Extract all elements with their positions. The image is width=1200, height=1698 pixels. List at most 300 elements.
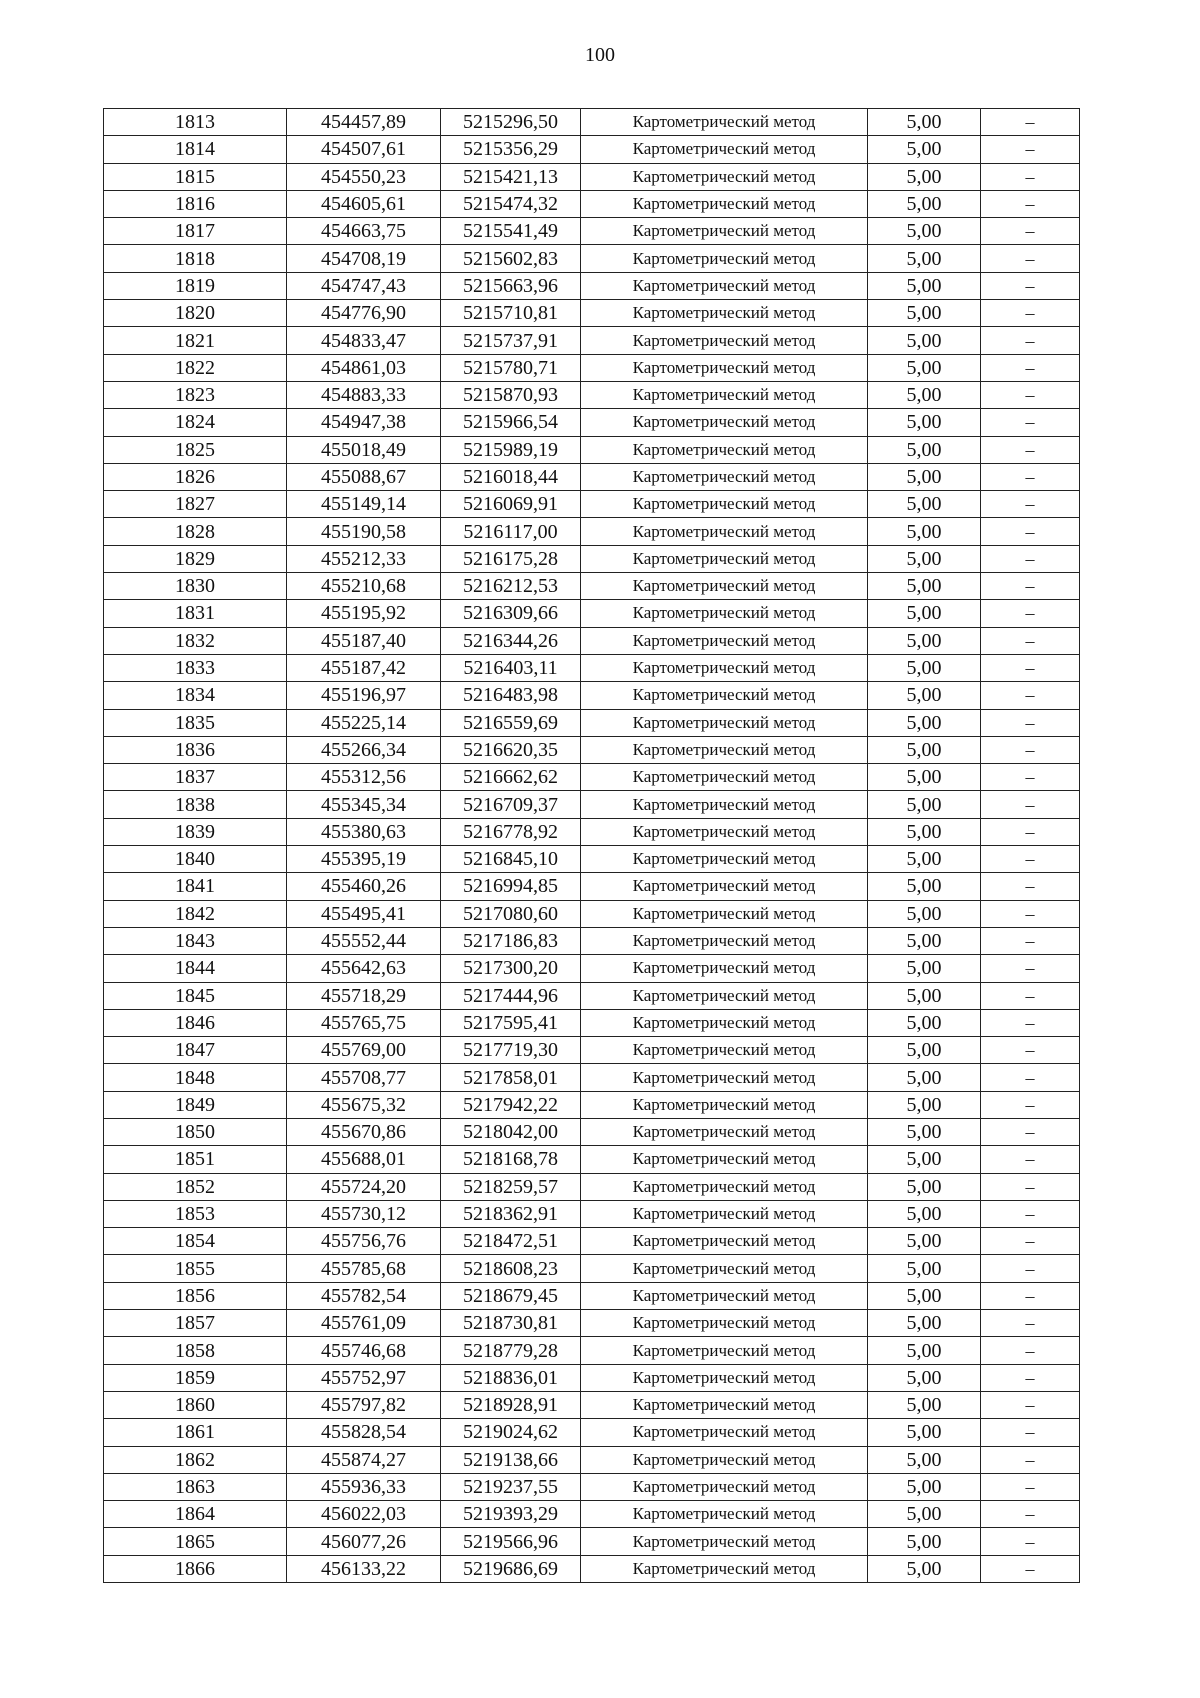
- x-coordinate-cell: 455769,00: [287, 1037, 441, 1064]
- y-coordinate-cell: 5218168,78: [441, 1146, 581, 1173]
- point-number-cell: 1813: [104, 109, 287, 136]
- method-cell: Картометрический метод: [581, 573, 868, 600]
- y-coordinate-cell: 5216483,98: [441, 682, 581, 709]
- accuracy-cell: 5,00: [868, 136, 981, 163]
- method-cell: Картометрический метод: [581, 900, 868, 927]
- point-number-cell: 1817: [104, 218, 287, 245]
- point-number-cell: 1824: [104, 409, 287, 436]
- y-coordinate-cell: 5216069,91: [441, 491, 581, 518]
- table-row: [104, 900, 1080, 927]
- y-coordinate-cell: 5216845,10: [441, 846, 581, 873]
- y-coordinate-cell: 5215421,13: [441, 163, 581, 190]
- table-row: [104, 463, 1080, 490]
- point-number-cell: 1842: [104, 900, 287, 927]
- table-row: [104, 709, 1080, 736]
- y-coordinate-cell: 5215356,29: [441, 136, 581, 163]
- description-cell: –: [981, 1037, 1080, 1064]
- table-row: [104, 573, 1080, 600]
- accuracy-cell: 5,00: [868, 955, 981, 982]
- accuracy-cell: 5,00: [868, 1255, 981, 1282]
- y-coordinate-cell: 5219237,55: [441, 1473, 581, 1500]
- table-row: [104, 1555, 1080, 1582]
- method-cell: Картометрический метод: [581, 545, 868, 572]
- method-cell: Картометрический метод: [581, 709, 868, 736]
- point-number-cell: 1832: [104, 627, 287, 654]
- accuracy-cell: 5,00: [868, 818, 981, 845]
- accuracy-cell: 5,00: [868, 436, 981, 463]
- y-coordinate-cell: 5215296,50: [441, 109, 581, 136]
- x-coordinate-cell: 454507,61: [287, 136, 441, 163]
- accuracy-cell: 5,00: [868, 627, 981, 654]
- point-number-cell: 1829: [104, 545, 287, 572]
- point-number-cell: 1818: [104, 245, 287, 272]
- point-number-cell: 1848: [104, 1064, 287, 1091]
- x-coordinate-cell: 455670,86: [287, 1118, 441, 1145]
- x-coordinate-cell: 455460,26: [287, 873, 441, 900]
- accuracy-cell: 5,00: [868, 245, 981, 272]
- method-cell: Картометрический метод: [581, 927, 868, 954]
- description-cell: –: [981, 327, 1080, 354]
- point-number-cell: 1860: [104, 1391, 287, 1418]
- point-number-cell: 1816: [104, 190, 287, 217]
- x-coordinate-cell: 456022,03: [287, 1501, 441, 1528]
- table-row: [104, 1419, 1080, 1446]
- method-cell: Картометрический метод: [581, 272, 868, 299]
- method-cell: Картометрический метод: [581, 1391, 868, 1418]
- y-coordinate-cell: 5215780,71: [441, 354, 581, 381]
- point-number-cell: 1825: [104, 436, 287, 463]
- method-cell: Картометрический метод: [581, 1009, 868, 1036]
- description-cell: –: [981, 900, 1080, 927]
- table-row: [104, 764, 1080, 791]
- method-cell: Картометрический метод: [581, 1282, 868, 1309]
- x-coordinate-cell: 455936,33: [287, 1473, 441, 1500]
- x-coordinate-cell: 455675,32: [287, 1091, 441, 1118]
- table-row: [104, 136, 1080, 163]
- table-row: [104, 381, 1080, 408]
- x-coordinate-cell: 455196,97: [287, 682, 441, 709]
- description-cell: –: [981, 1173, 1080, 1200]
- description-cell: –: [981, 1501, 1080, 1528]
- method-cell: Картометрический метод: [581, 109, 868, 136]
- description-cell: –: [981, 190, 1080, 217]
- point-number-cell: 1851: [104, 1146, 287, 1173]
- table-row: [104, 1228, 1080, 1255]
- x-coordinate-cell: 455718,29: [287, 982, 441, 1009]
- method-cell: Картометрический метод: [581, 354, 868, 381]
- accuracy-cell: 5,00: [868, 190, 981, 217]
- y-coordinate-cell: 5219566,96: [441, 1528, 581, 1555]
- x-coordinate-cell: 455088,67: [287, 463, 441, 490]
- y-coordinate-cell: 5215663,96: [441, 272, 581, 299]
- table-row: [104, 1118, 1080, 1145]
- y-coordinate-cell: 5219393,29: [441, 1501, 581, 1528]
- x-coordinate-cell: 455828,54: [287, 1419, 441, 1446]
- accuracy-cell: 5,00: [868, 409, 981, 436]
- description-cell: –: [981, 1391, 1080, 1418]
- point-number-cell: 1856: [104, 1282, 287, 1309]
- method-cell: Картометрический метод: [581, 491, 868, 518]
- point-number-cell: 1845: [104, 982, 287, 1009]
- y-coordinate-cell: 5219024,62: [441, 1419, 581, 1446]
- table-row: [104, 927, 1080, 954]
- x-coordinate-cell: 456133,22: [287, 1555, 441, 1582]
- description-cell: –: [981, 272, 1080, 299]
- accuracy-cell: 5,00: [868, 1200, 981, 1227]
- accuracy-cell: 5,00: [868, 900, 981, 927]
- y-coordinate-cell: 5217080,60: [441, 900, 581, 927]
- table-row: [104, 600, 1080, 627]
- accuracy-cell: 5,00: [868, 709, 981, 736]
- table-row: [104, 736, 1080, 763]
- accuracy-cell: 5,00: [868, 218, 981, 245]
- x-coordinate-cell: 455266,34: [287, 736, 441, 763]
- x-coordinate-cell: 455552,44: [287, 927, 441, 954]
- x-coordinate-cell: 455345,34: [287, 791, 441, 818]
- point-number-cell: 1823: [104, 381, 287, 408]
- method-cell: Картометрический метод: [581, 600, 868, 627]
- accuracy-cell: 5,00: [868, 1501, 981, 1528]
- description-cell: –: [981, 627, 1080, 654]
- table-row: [104, 1528, 1080, 1555]
- accuracy-cell: 5,00: [868, 1064, 981, 1091]
- method-cell: Картометрический метод: [581, 436, 868, 463]
- point-number-cell: 1849: [104, 1091, 287, 1118]
- description-cell: –: [981, 1146, 1080, 1173]
- table-row: [104, 982, 1080, 1009]
- x-coordinate-cell: 455187,40: [287, 627, 441, 654]
- table-row: [104, 1337, 1080, 1364]
- description-cell: –: [981, 982, 1080, 1009]
- point-number-cell: 1865: [104, 1528, 287, 1555]
- y-coordinate-cell: 5216344,26: [441, 627, 581, 654]
- description-cell: –: [981, 1419, 1080, 1446]
- coordinates-table: [103, 108, 1080, 1583]
- point-number-cell: 1850: [104, 1118, 287, 1145]
- point-number-cell: 1861: [104, 1419, 287, 1446]
- description-cell: –: [981, 1337, 1080, 1364]
- x-coordinate-cell: 454708,19: [287, 245, 441, 272]
- description-cell: –: [981, 1228, 1080, 1255]
- method-cell: Картометрический метод: [581, 381, 868, 408]
- description-cell: –: [981, 955, 1080, 982]
- table-row: [104, 409, 1080, 436]
- y-coordinate-cell: 5218042,00: [441, 1118, 581, 1145]
- x-coordinate-cell: 455761,09: [287, 1310, 441, 1337]
- description-cell: –: [981, 409, 1080, 436]
- description-cell: –: [981, 873, 1080, 900]
- x-coordinate-cell: 455380,63: [287, 818, 441, 845]
- method-cell: Картометрический метод: [581, 764, 868, 791]
- point-number-cell: 1835: [104, 709, 287, 736]
- table-row: [104, 654, 1080, 681]
- x-coordinate-cell: 455797,82: [287, 1391, 441, 1418]
- method-cell: Картометрический метод: [581, 1064, 868, 1091]
- point-number-cell: 1826: [104, 463, 287, 490]
- description-cell: –: [981, 846, 1080, 873]
- y-coordinate-cell: 5216620,35: [441, 736, 581, 763]
- x-coordinate-cell: 455225,14: [287, 709, 441, 736]
- accuracy-cell: 5,00: [868, 109, 981, 136]
- x-coordinate-cell: 455724,20: [287, 1173, 441, 1200]
- point-number-cell: 1827: [104, 491, 287, 518]
- y-coordinate-cell: 5218608,23: [441, 1255, 581, 1282]
- x-coordinate-cell: 455746,68: [287, 1337, 441, 1364]
- description-cell: –: [981, 545, 1080, 572]
- point-number-cell: 1828: [104, 518, 287, 545]
- accuracy-cell: 5,00: [868, 600, 981, 627]
- point-number-cell: 1820: [104, 300, 287, 327]
- x-coordinate-cell: 454550,23: [287, 163, 441, 190]
- y-coordinate-cell: 5218836,01: [441, 1364, 581, 1391]
- description-cell: –: [981, 381, 1080, 408]
- y-coordinate-cell: 5218928,91: [441, 1391, 581, 1418]
- table-row: [104, 791, 1080, 818]
- accuracy-cell: 5,00: [868, 381, 981, 408]
- x-coordinate-cell: 455195,92: [287, 600, 441, 627]
- method-cell: Картометрический метод: [581, 1146, 868, 1173]
- method-cell: Картометрический метод: [581, 627, 868, 654]
- y-coordinate-cell: 5217444,96: [441, 982, 581, 1009]
- table-row: [104, 1255, 1080, 1282]
- y-coordinate-cell: 5215737,91: [441, 327, 581, 354]
- description-cell: –: [981, 927, 1080, 954]
- table-row: [104, 163, 1080, 190]
- point-number-cell: 1836: [104, 736, 287, 763]
- description-cell: –: [981, 1118, 1080, 1145]
- x-coordinate-cell: 454833,47: [287, 327, 441, 354]
- method-cell: Картометрический метод: [581, 1364, 868, 1391]
- x-coordinate-cell: 455708,77: [287, 1064, 441, 1091]
- y-coordinate-cell: 5217942,22: [441, 1091, 581, 1118]
- table-row: [104, 190, 1080, 217]
- description-cell: –: [981, 791, 1080, 818]
- x-coordinate-cell: 455212,33: [287, 545, 441, 572]
- method-cell: Картометрический метод: [581, 1501, 868, 1528]
- method-cell: Картометрический метод: [581, 218, 868, 245]
- table-row: [104, 627, 1080, 654]
- y-coordinate-cell: 5215966,54: [441, 409, 581, 436]
- x-coordinate-cell: 455149,14: [287, 491, 441, 518]
- point-number-cell: 1857: [104, 1310, 287, 1337]
- y-coordinate-cell: 5219138,66: [441, 1446, 581, 1473]
- accuracy-cell: 5,00: [868, 327, 981, 354]
- description-cell: –: [981, 136, 1080, 163]
- x-coordinate-cell: 454776,90: [287, 300, 441, 327]
- table-row: [104, 218, 1080, 245]
- description-cell: –: [981, 1064, 1080, 1091]
- point-number-cell: 1862: [104, 1446, 287, 1473]
- method-cell: Картометрический метод: [581, 873, 868, 900]
- y-coordinate-cell: 5218362,91: [441, 1200, 581, 1227]
- method-cell: Картометрический метод: [581, 327, 868, 354]
- point-number-cell: 1859: [104, 1364, 287, 1391]
- accuracy-cell: 5,00: [868, 1282, 981, 1309]
- y-coordinate-cell: 5216212,53: [441, 573, 581, 600]
- point-number-cell: 1840: [104, 846, 287, 873]
- accuracy-cell: 5,00: [868, 1310, 981, 1337]
- accuracy-cell: 5,00: [868, 1337, 981, 1364]
- x-coordinate-cell: 455765,75: [287, 1009, 441, 1036]
- accuracy-cell: 5,00: [868, 654, 981, 681]
- point-number-cell: 1847: [104, 1037, 287, 1064]
- point-number-cell: 1833: [104, 654, 287, 681]
- table-row: [104, 1282, 1080, 1309]
- table-row: [104, 955, 1080, 982]
- table-row: [104, 109, 1080, 136]
- x-coordinate-cell: 455642,63: [287, 955, 441, 982]
- method-cell: Картометрический метод: [581, 682, 868, 709]
- y-coordinate-cell: 5219686,69: [441, 1555, 581, 1582]
- x-coordinate-cell: 455874,27: [287, 1446, 441, 1473]
- y-coordinate-cell: 5215870,93: [441, 381, 581, 408]
- y-coordinate-cell: 5216778,92: [441, 818, 581, 845]
- y-coordinate-cell: 5217186,83: [441, 927, 581, 954]
- point-number-cell: 1844: [104, 955, 287, 982]
- y-coordinate-cell: 5215602,83: [441, 245, 581, 272]
- x-coordinate-cell: 455395,19: [287, 846, 441, 873]
- description-cell: –: [981, 709, 1080, 736]
- table-row: [104, 354, 1080, 381]
- method-cell: Картометрический метод: [581, 245, 868, 272]
- method-cell: Картометрический метод: [581, 955, 868, 982]
- description-cell: –: [981, 1091, 1080, 1118]
- table-row: [104, 1310, 1080, 1337]
- accuracy-cell: 5,00: [868, 354, 981, 381]
- x-coordinate-cell: 455730,12: [287, 1200, 441, 1227]
- description-cell: –: [981, 1473, 1080, 1500]
- y-coordinate-cell: 5218259,57: [441, 1173, 581, 1200]
- method-cell: Картометрический метод: [581, 1173, 868, 1200]
- method-cell: Картометрический метод: [581, 163, 868, 190]
- table-row: [104, 300, 1080, 327]
- point-number-cell: 1837: [104, 764, 287, 791]
- method-cell: Картометрический метод: [581, 1555, 868, 1582]
- description-cell: –: [981, 1528, 1080, 1555]
- table-row: [104, 436, 1080, 463]
- point-number-cell: 1822: [104, 354, 287, 381]
- description-cell: –: [981, 736, 1080, 763]
- description-cell: –: [981, 682, 1080, 709]
- method-cell: Картометрический метод: [581, 1037, 868, 1064]
- method-cell: Картометрический метод: [581, 982, 868, 1009]
- x-coordinate-cell: 455018,49: [287, 436, 441, 463]
- accuracy-cell: 5,00: [868, 463, 981, 490]
- table-row: [104, 518, 1080, 545]
- accuracy-cell: 5,00: [868, 764, 981, 791]
- method-cell: Картометрический метод: [581, 1118, 868, 1145]
- accuracy-cell: 5,00: [868, 1391, 981, 1418]
- y-coordinate-cell: 5215710,81: [441, 300, 581, 327]
- x-coordinate-cell: 455190,58: [287, 518, 441, 545]
- description-cell: –: [981, 300, 1080, 327]
- description-cell: –: [981, 818, 1080, 845]
- point-number-cell: 1819: [104, 272, 287, 299]
- accuracy-cell: 5,00: [868, 846, 981, 873]
- point-number-cell: 1830: [104, 573, 287, 600]
- y-coordinate-cell: 5216309,66: [441, 600, 581, 627]
- point-number-cell: 1864: [104, 1501, 287, 1528]
- accuracy-cell: 5,00: [868, 1555, 981, 1582]
- table-row: [104, 1501, 1080, 1528]
- y-coordinate-cell: 5215474,32: [441, 190, 581, 217]
- accuracy-cell: 5,00: [868, 518, 981, 545]
- y-coordinate-cell: 5218679,45: [441, 1282, 581, 1309]
- accuracy-cell: 5,00: [868, 927, 981, 954]
- y-coordinate-cell: 5218472,51: [441, 1228, 581, 1255]
- y-coordinate-cell: 5216403,11: [441, 654, 581, 681]
- table-row: [104, 1091, 1080, 1118]
- table-row: [104, 1037, 1080, 1064]
- method-cell: Картометрический метод: [581, 1228, 868, 1255]
- accuracy-cell: 5,00: [868, 573, 981, 600]
- table-row: [104, 1146, 1080, 1173]
- accuracy-cell: 5,00: [868, 1364, 981, 1391]
- accuracy-cell: 5,00: [868, 1009, 981, 1036]
- y-coordinate-cell: 5218730,81: [441, 1310, 581, 1337]
- accuracy-cell: 5,00: [868, 272, 981, 299]
- x-coordinate-cell: 454747,43: [287, 272, 441, 299]
- accuracy-cell: 5,00: [868, 873, 981, 900]
- table-row: [104, 1009, 1080, 1036]
- method-cell: Картометрический метод: [581, 736, 868, 763]
- table-row: [104, 491, 1080, 518]
- method-cell: Картометрический метод: [581, 1255, 868, 1282]
- method-cell: Картометрический метод: [581, 1337, 868, 1364]
- x-coordinate-cell: 454947,38: [287, 409, 441, 436]
- description-cell: –: [981, 1282, 1080, 1309]
- description-cell: –: [981, 218, 1080, 245]
- accuracy-cell: 5,00: [868, 1118, 981, 1145]
- method-cell: Картометрический метод: [581, 1419, 868, 1446]
- accuracy-cell: 5,00: [868, 1473, 981, 1500]
- description-cell: –: [981, 491, 1080, 518]
- x-coordinate-cell: 455187,42: [287, 654, 441, 681]
- point-number-cell: 1858: [104, 1337, 287, 1364]
- point-number-cell: 1821: [104, 327, 287, 354]
- page-number: 100: [585, 44, 615, 66]
- x-coordinate-cell: 456077,26: [287, 1528, 441, 1555]
- description-cell: –: [981, 764, 1080, 791]
- y-coordinate-cell: 5217300,20: [441, 955, 581, 982]
- table-row: [104, 245, 1080, 272]
- accuracy-cell: 5,00: [868, 491, 981, 518]
- x-coordinate-cell: 455752,97: [287, 1364, 441, 1391]
- point-number-cell: 1838: [104, 791, 287, 818]
- description-cell: –: [981, 573, 1080, 600]
- y-coordinate-cell: 5216559,69: [441, 709, 581, 736]
- x-coordinate-cell: 454883,33: [287, 381, 441, 408]
- method-cell: Картометрический метод: [581, 190, 868, 217]
- table-row: [104, 1391, 1080, 1418]
- table-row: [104, 1064, 1080, 1091]
- description-cell: –: [981, 463, 1080, 490]
- accuracy-cell: 5,00: [868, 1173, 981, 1200]
- x-coordinate-cell: 455756,76: [287, 1228, 441, 1255]
- description-cell: –: [981, 109, 1080, 136]
- table-row: [104, 818, 1080, 845]
- description-cell: –: [981, 163, 1080, 190]
- table-row: [104, 1173, 1080, 1200]
- accuracy-cell: 5,00: [868, 545, 981, 572]
- description-cell: –: [981, 518, 1080, 545]
- method-cell: Картометрический метод: [581, 1091, 868, 1118]
- accuracy-cell: 5,00: [868, 736, 981, 763]
- method-cell: Картометрический метод: [581, 136, 868, 163]
- y-coordinate-cell: 5217595,41: [441, 1009, 581, 1036]
- table-row: [104, 272, 1080, 299]
- description-cell: –: [981, 654, 1080, 681]
